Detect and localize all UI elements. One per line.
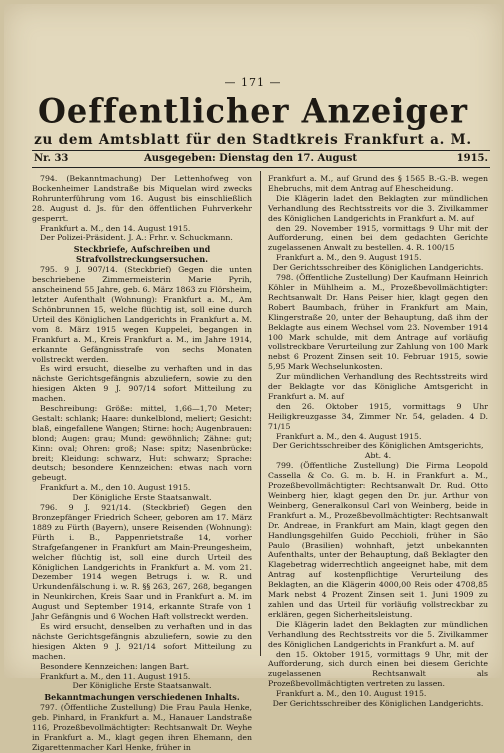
notice-paragraph: Es wird ersucht, denselben zu verhaften und in das nächste Gerichtsgefängnis abzuliefern, sowie zu den hiesigen Akten 9 J. 921/14 sofort Mitteilung zu machen. (32, 621, 252, 661)
notice-paragraph: Der Gerichtsschreiber des Königlichen Amtsgerichts, Abt. 4. (272, 441, 484, 461)
notice-paragraph: den 29. November 1915, vormittags 9 Uhr mit der Aufforderung, einen bei dem gedachten Gerichte zugelassenen Anwalt zu bestellen. 4. R. 100/15 (268, 223, 488, 253)
newspaper-page (4, 4, 502, 752)
notice-paragraph: Beschreibung: Größe: mittel, 1,66—1,70 Meter; Gestalt: schlank; Haare: dunkelblond, meliert; Gesicht: blaß, eingefallene Wangen; Stirne: hoch; Augenbrauen: blond; Augen: grau; Mund: gewöhnlich; Zähne: gut; Kinn: oval; Ohren: groß; Nase: spitz; Nasenbrücke: breit; Kleidung: schwarz, Hut: schwarz; Sprache: deutsch; besondere Kennzeichen: etwas nach vorn gebeugt. (32, 404, 252, 483)
notice-paragraph: Frankfurt a. M., den 9. August 1915. (276, 253, 422, 263)
notice-paragraph: Der Königliche Erste Staatsanwalt. (72, 681, 212, 691)
notice-paragraph: Zur mündlichen Verhandlung des Rechtsstreits wird der Beklagte vor das Königliche Amtsgericht in Frankfurt a. M. auf (268, 372, 488, 401)
notice-paragraph: Frankfurt a. M., den 14. August 1915. (40, 223, 191, 233)
notice-paragraph: Der Gerichtsschreiber des Königlichen Landgerichts. (272, 263, 484, 273)
notice-paragraph: Frankfurt a. M., den 11. August 1915. (40, 671, 191, 681)
notice-paragraph: Frankfurt a. M., den 4. August 1915. (276, 431, 422, 441)
notice-paragraph: 794. (Bekanntmachung) Der Lettenhofweg von Bockenheimer Landstraße bis Miquelan wird zwecks Rohrunterführung vom 16. August bis einschließlich 28. August d. Js. für den öffentlichen Fuhrverkehr gesperrt. (32, 174, 252, 223)
issue-date: Ausgegeben: Dienstag den 17. August (144, 153, 357, 164)
notice-paragraph: Der Gerichtsschreiber des Königlichen Landgerichts. (272, 699, 484, 709)
issue-year: 1915. (456, 153, 488, 164)
notice-paragraph: 798. (Öffentliche Zustellung) Der Kaufmann Heinrich Köhler in Mühlheim a. M., Prozeßbevollmächtigter: Rechtsanwalt Dr. Hans Peiser hier, klagt gegen den Robert Baumbach, früher in Frankfurt am Main, Klingerstraße 20, unter der Behauptung, daß ihm der Beklagte aus einem Wechsel vom 23. November 1914 100 Mark schulde, mit dem Antrage auf vorläufig vollstreckbare Verurteilung zur Zahlung von 100 Mark nebst 6 Prozent Zinsen seit 10. Februar 1915, sowie 5,95 Mark Wechselunkosten. (268, 273, 488, 372)
notice-paragraph: Frankfurt a. M., den 10. August 1915. (40, 483, 191, 493)
left-column (32, 174, 252, 752)
notice-paragraph: 797. (Öffentliche Zustellung) Die Frau Paula Henke, geb. Pinhard, in Frankfurt a. M., Hanauer Landstraße 116, Prozeßbevollmächtigter: Rechtsanwalt Dr. Weyhe in Frankfurt a. M., klagt gegen ihren Ehemann, den Zigarettenmacher Karl Henke, früher in (32, 703, 252, 752)
notice-paragraph: Die Klägerin ladet den Beklagten zur mündlichen Verhandlung des Rechtsstreits vor die 3. Zivilkammer des Königlichen Landgerichts in Frankfurt a. M. auf (268, 193, 488, 223)
column-divider (260, 171, 261, 656)
masthead-subtitle: zu dem Amtsblatt für den Stadtkreis Frankfurt a. M. (34, 132, 472, 148)
notice-paragraph: 795. 9 J. 907/14. (Steckbrief) Gegen die unten beschriebene Zimmermeisterin Marie Pyrih, anscheinend 55 Jahre, geb. 6. März 1863 zu Flörsheim, letzter Aufenthalt (Wohnung): Frankfurt a. M., Am Schönbrunnen 15, welche flüchtig ist, soll eine durch Urteil des Königlichen Landgerichts in Frankfurt a. M. vom 8. März 1915 wegen Kuppelei, begangen in Frankfurt a. M., Kreis Frankfurt a. M., im Jahre 1914, erkannte Gefängnisstrafe von sechs Monaten vollstreckt werden. (32, 265, 252, 364)
issue-line (34, 153, 488, 167)
notice-paragraph: Besondere Kennzeichen: langen Bart. (40, 661, 190, 671)
notice-paragraph: Die Klägerin ladet den Beklagten zur mündlichen Verhandlung des Rechtsstreits vor die 5. Zivilkammer des Königlichen Landgerichts in Frankfurt a. M. auf (268, 619, 488, 649)
notice-paragraph: Der Königliche Erste Staatsanwalt. (72, 493, 212, 503)
right-column (268, 174, 488, 709)
page-number: — 171 — (224, 76, 282, 89)
notice-paragraph: 796. 9 J. 921/14. (Steckbrief) Gegen den Bronzepfänger Friedrich Scheer, geboren am 17. März 1889 zu Fürth (Bayern), unsere Reisenden (Wohnung): Fürth i. B., Pappenrietstraße 14, vorher Strafgefangener in Frankfurt am Main-Preungesheim, welcher flüchtig ist, soll eine durch Urteil des Königlichen Landgerichts in Frankfurt a. M. vom 21. Dezember 1914 wegen Betrugs i. w. R. und Urkundenfälschung i. w. R. §§ 263, 267, 268, begangen in Neunkirchen, Kreis Saar und in Frankfurt a. M. im August und September 1914, erkannte Strafe von 1 Jahr Gefängnis und 6 Wochen Haft vollstreckt werden. (32, 503, 252, 622)
notice-paragraph: Der Polizei-Präsident. J. A.: Frhr. v. Schuckmann. (40, 233, 233, 243)
notice-paragraph: 799. (Öffentliche Zustellung) Die Firma Leopold Cassella & Co. G. m. b. H. in Frankfurt a. M., Prozeßbevollmächtigter: Rechtsanwalt Dr. Rud. Otto Weinberg hier, klagt gegen den Dr. jur. Arthur von Weinberg, Generalkonsul Carl von Weinberg, beide in Frankfurt a. M., Prozeßbevollmächtigter: Rechtsanwalt Dr. Andreae, in Frankfurt am Main, klagt gegen den Handlungsgehilfen Guido Pecchioli, früher in São Paulo (Brasilien) wohnhaft, jetzt unbekannten Aufenthalts, unter der Behauptung, daß Beklagter den Klagebetrag widerrechtlich angeeignet habe, mit dem Antrag auf kostenpflichtige Verurteilung des Beklagten, an die Klägerin 4000,00 Reis oder 4708,85 Mark nebst 4 Prozent Zinsen seit 1. Juni 1909 zu zahlen und das Urteil für vorläufig vollstreckbar zu erklären, gegen Sicherheitsleistung. (268, 461, 488, 619)
section-heading: Bekanntmachungen verschiedenen Inhalts. (44, 692, 240, 703)
notice-paragraph: den 26. Oktober 1915, vormittags 9 Uhr Heiligkreuzgasse 34, Zimmer Nr. 54, geladen. 4 D. 71/15 (268, 401, 488, 431)
masthead-title: Oeffentlicher Anzeiger (38, 91, 468, 131)
header-top-rule (32, 150, 490, 151)
issue-number: Nr. 33 (34, 153, 69, 164)
notice-paragraph: Es wird ersucht, dieselbe zu verhaften und in das nächste Gerichtsgefängnis abzuliefern, sowie zu den hiesigen Akten 9 J. 907/14 sofort Mitteilung zu machen. (32, 364, 252, 404)
notice-paragraph: Frankfurt a. M., den 10. August 1915. (276, 689, 427, 699)
notice-paragraph: den 15. Oktober 1915, vormittags 9 Uhr, mit der Aufforderung, sich durch einen bei diesem Gerichte zugelassenen Rechtsanwalt als Prozeßbevollmächtigten vertreten zu lassen. (268, 649, 488, 689)
section-heading: Steckbriefe, Aufschreiben und Strafvollstreckungsersuchen. (73, 244, 211, 265)
notice-paragraph: Frankfurt a. M., auf Grund des § 1565 B.-G.-B. wegen Ehebruchs, mit dem Antrag auf Ehescheidung. (268, 174, 488, 193)
header-bottom-rule (32, 167, 490, 168)
